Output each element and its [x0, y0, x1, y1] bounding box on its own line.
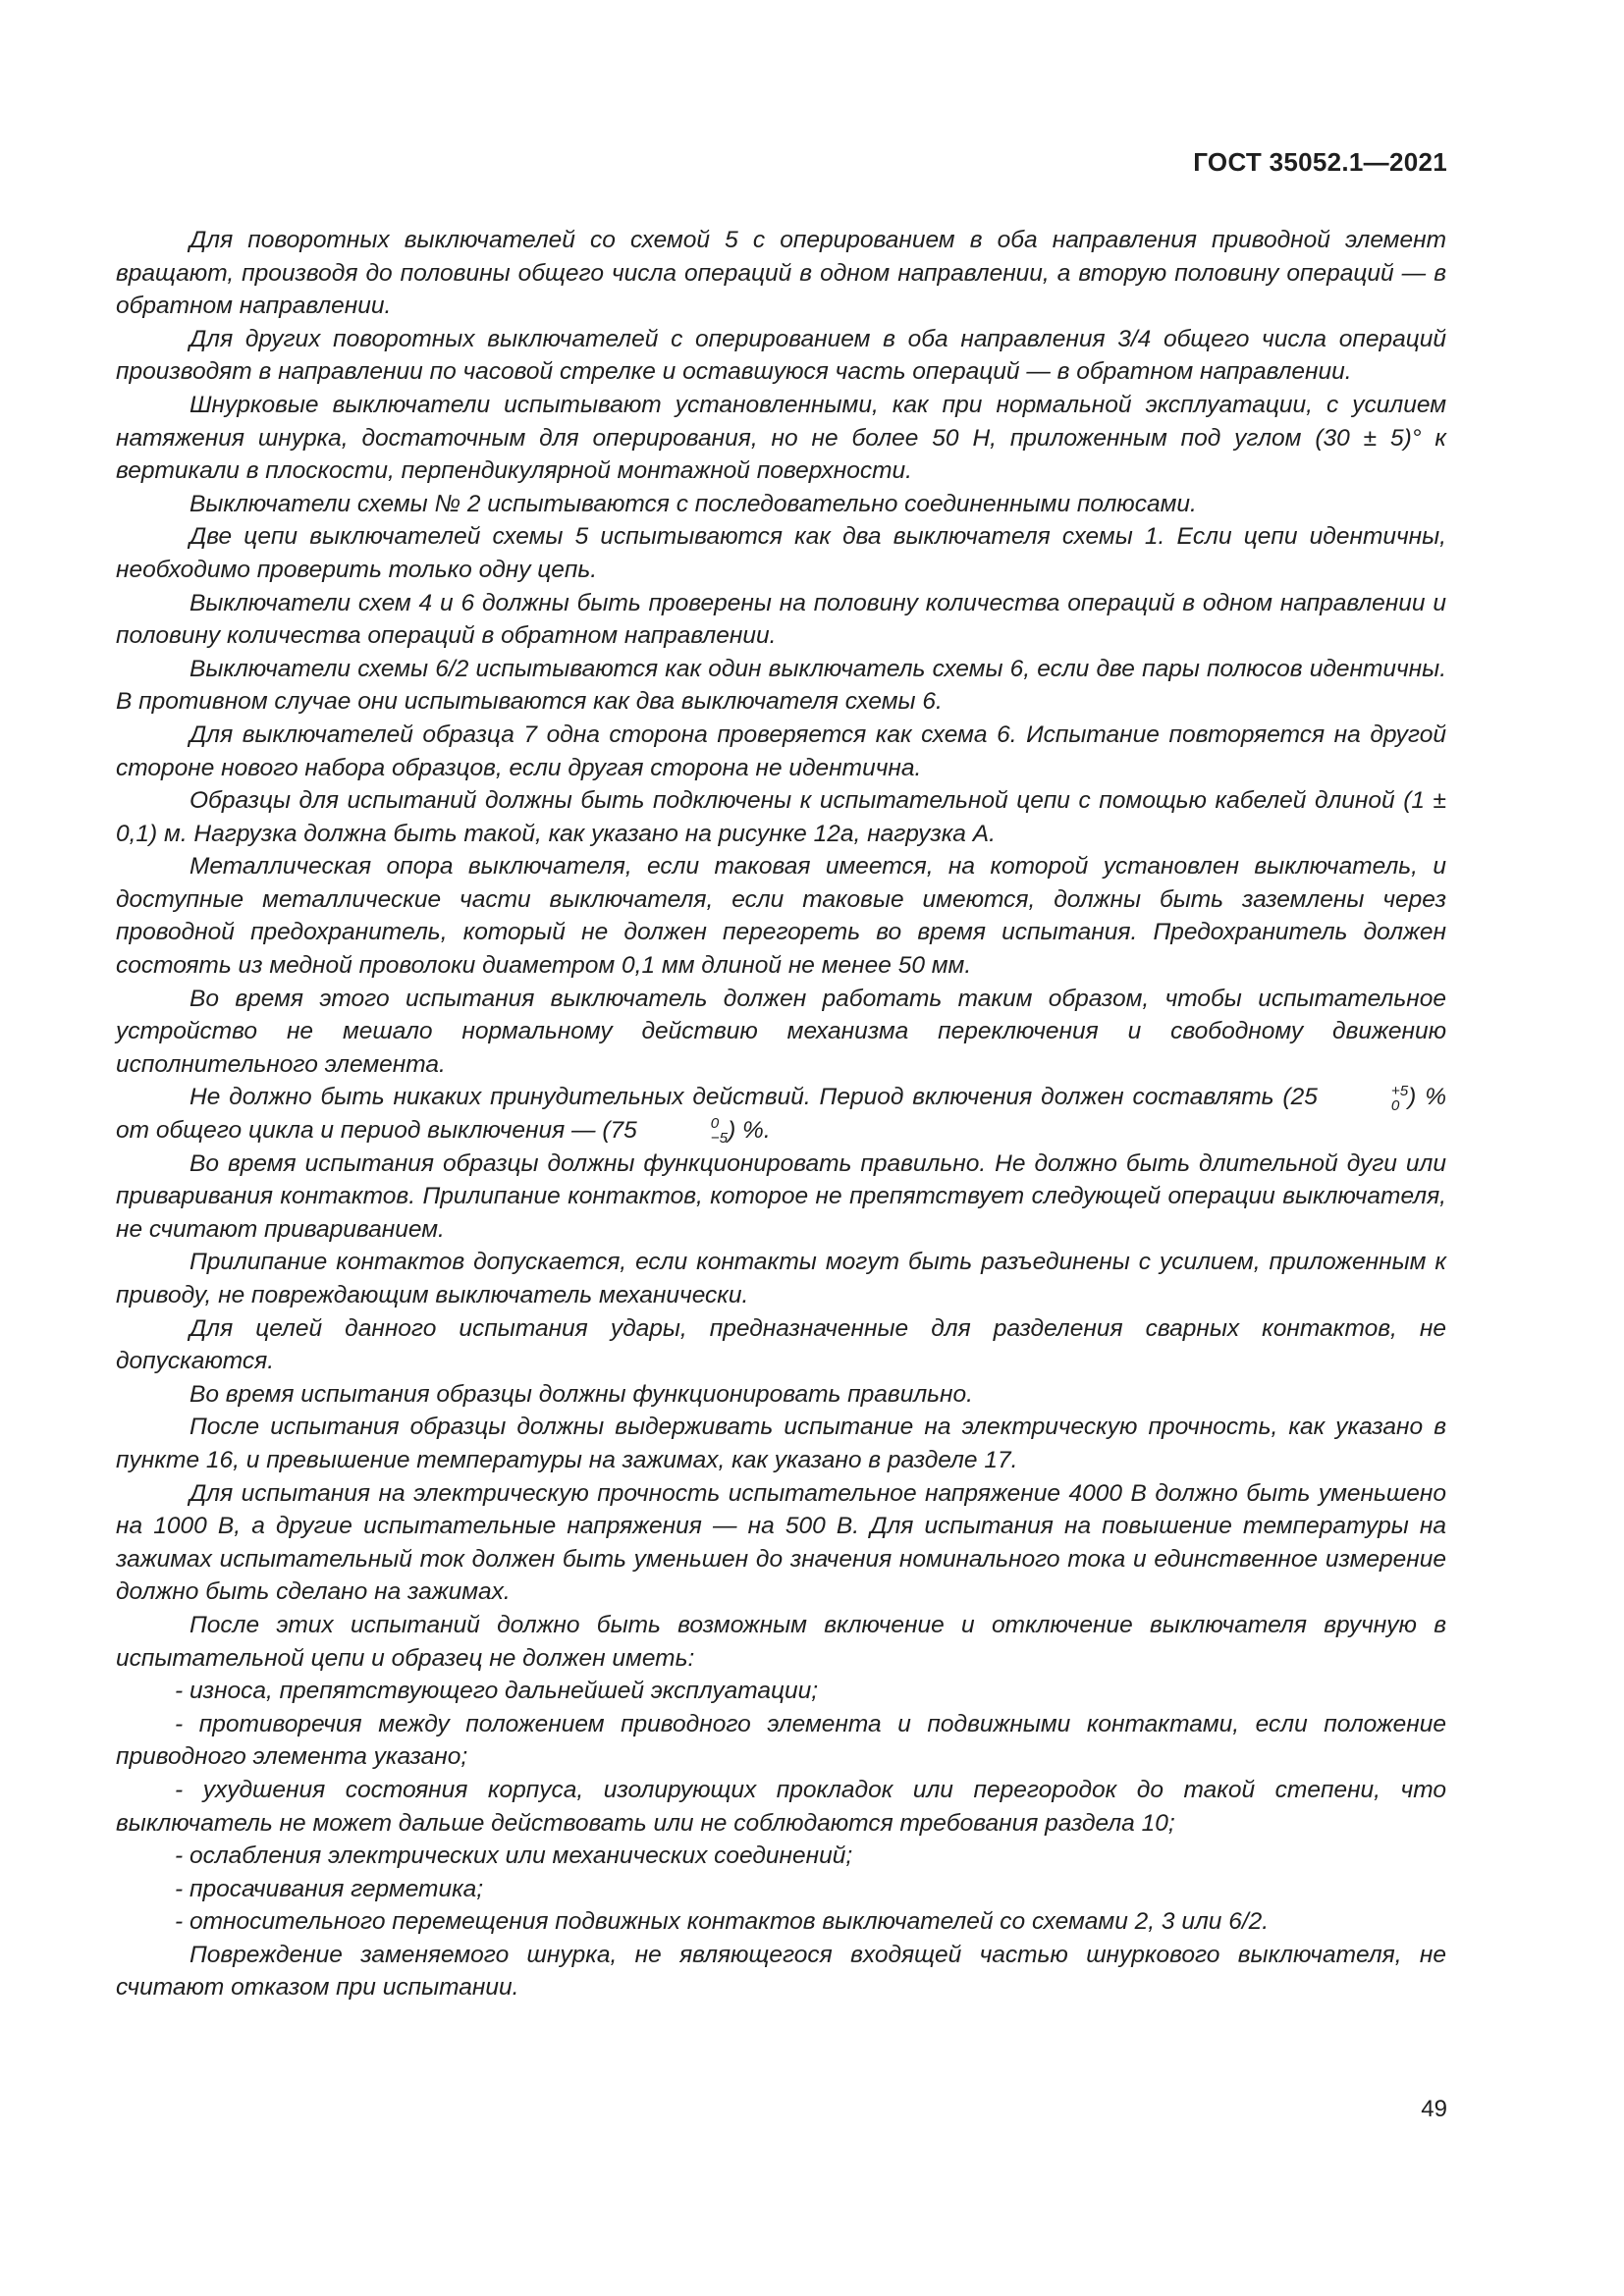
paragraph: Металлическая опора выключателя, если таковая имеется, на которой установлен выключатель, и доступные металлические части выключателя, если таковые имеются, должны быть заземлены через проводной предохранитель, который не должен перегореть во время испытания. Предохранитель должен состоять из медной проволоки диаметром 0,1 мм длиной не менее 50 мм.: [116, 853, 1446, 980]
document-header: ГОСТ 35052.1—2021: [1193, 147, 1447, 177]
list-item: - ухудшения состояния корпуса, изолирующих прокладок или перегородок до такой степени, что выключатель не может дальше действовать или не соблюдаются требования раздела 10;: [116, 1776, 1446, 1837]
duty-text-after: ) %.: [728, 1117, 771, 1145]
off-tolerance-lower: −5: [710, 1130, 729, 1148]
paragraph: Повреждение заменяемого шнурка, не являющегося входящей частью шнуркового выключателя, не считают отказом при испытании.: [116, 1941, 1446, 2002]
paragraph: Выключатели схем 4 и 6 должны быть проверены на половину количества операций в одном направлении и половину количества операций в обратном направлении.: [116, 589, 1446, 650]
paragraph: Для поворотных выключателей со схемой 5 с оперированием в оба направления приводной элемент вращают, производя до половины общего числа операций в одном направлении, а вторую половину операций — в обратном направлении.: [116, 227, 1446, 320]
paragraph: После испытания образцы должны выдерживать испытание на электрическую прочность, как указано в пункте 16, и превышение температуры на зажимах, как указано в разделе 17.: [116, 1414, 1446, 1473]
list-item: - противоречия между положением приводного элемента и подвижными контактами, если положение приводного элемента указано;: [116, 1710, 1446, 1771]
paragraph: Для испытания на электрическую прочность испытательное напряжение 4000 В должно быть уменьшено на 1000 В, а другие испытательные напряжения — на 500 В. Для испытания на повышение температуры на зажимах испытательный ток должен быть уменьшен до значения номинального тока и единственное измерение должно быть сделано на зажимах.: [116, 1479, 1446, 1606]
paragraph: Для выключателей образца 7 одна сторона проверяется как схема 6. Испытание повторяется на другой стороне нового набора образцов, если другая сторона не идентична.: [116, 721, 1446, 781]
document-body: [116, 224, 1446, 2004]
off-tolerance-upper: 0: [710, 1115, 720, 1133]
paragraph: Выключатели схемы 6/2 испытываются как один выключатель схемы 6, если две пары полюсов идентичны. В противном случае они испытываются как два выключателя схемы 6.: [116, 655, 1446, 716]
paragraph: Прилипание контактов допускается, если контакты могут быть разъединены с усилием, приложенным к приводу, не повреждающим выключатель механически.: [116, 1249, 1446, 1308]
on-period-value: 25 +5 0: [1290, 1082, 1409, 1114]
paragraph: Две цепи выключателей схемы 5 испытываются как два выключателя схемы 1. Если цепи идентичны, необходимо проверить только одну цепь.: [116, 523, 1446, 583]
list-item: - просачивания герметика;: [175, 1875, 484, 1902]
on-tolerance-lower: 0: [1390, 1096, 1400, 1114]
list-item: - ослабления электрических или механических соединений;: [175, 1842, 853, 1870]
paragraph: Образцы для испытаний должны быть подключены к испытательной цепи с помощью кабелей длиной (1 ± 0,1) м. Нагрузка должна быть такой, как указано на рисунке 12а, нагрузка А.: [116, 787, 1446, 847]
duty-cycle-paragraph: [116, 1081, 1446, 1147]
paragraph: Во время испытания образцы должны функционировать правильно.: [189, 1380, 973, 1408]
list-item: - относительного перемещения подвижных контактов выключателей со схемами 2, 3 или 6/2.: [175, 1908, 1270, 1936]
paragraph: Выключатели схемы № 2 испытываются с последовательно соединенными полюсами.: [189, 490, 1197, 517]
paragraph: Во время испытания образцы должны функционировать правильно. Не должно быть длительной дуги или приваривания контактов. Прилипание контактов, которое не препятствует следующей операции выключателя, не считают привариванием.: [116, 1149, 1446, 1243]
page-number: 49: [1421, 2096, 1447, 2122]
duty-text-middle: ) % от общего цикла и период выключения — (: [116, 1084, 1446, 1145]
paragraph: Для других поворотных выключателей с оперированием в оба направления 3/4 общего числа операций производят в направлении по часовой стрелке и оставшуюся часть операций — в обратном направлении.: [116, 325, 1446, 386]
paragraph: Шнурковые выключатели испытывают установленными, как при нормальной эксплуатации, с усилием натяжения шнурка, достаточным для оперирования, но не более 50 Н, приложенным под углом (30 ± 5)° к вертикали в плоскости, перпендикулярной монтажной поверхности.: [116, 391, 1446, 485]
paragraph: Во время этого испытания выключатель должен работать таким образом, чтобы испытательное устройство не мешало нормальному действию механизма переключения и свободному движению исполнительного элемента.: [116, 985, 1446, 1078]
paragraph: После этих испытаний должно быть возможным включение и отключение выключателя вручную в испытательной цепи и образец не должен иметь:: [116, 1611, 1446, 1672]
on-tolerance-upper: +5: [1390, 1082, 1409, 1099]
duty-text-before: Не должно быть никаких принудительных действий. Период включения должен составлять (: [189, 1084, 1291, 1111]
off-period-value: 75 0 −5: [610, 1115, 729, 1148]
paragraph: Для целей данного испытания удары, предназначенные для разделения сварных контактов, не допускаются.: [116, 1314, 1446, 1375]
list-item: - износа, препятствующего дальнейшей эксплуатации;: [175, 1678, 819, 1705]
